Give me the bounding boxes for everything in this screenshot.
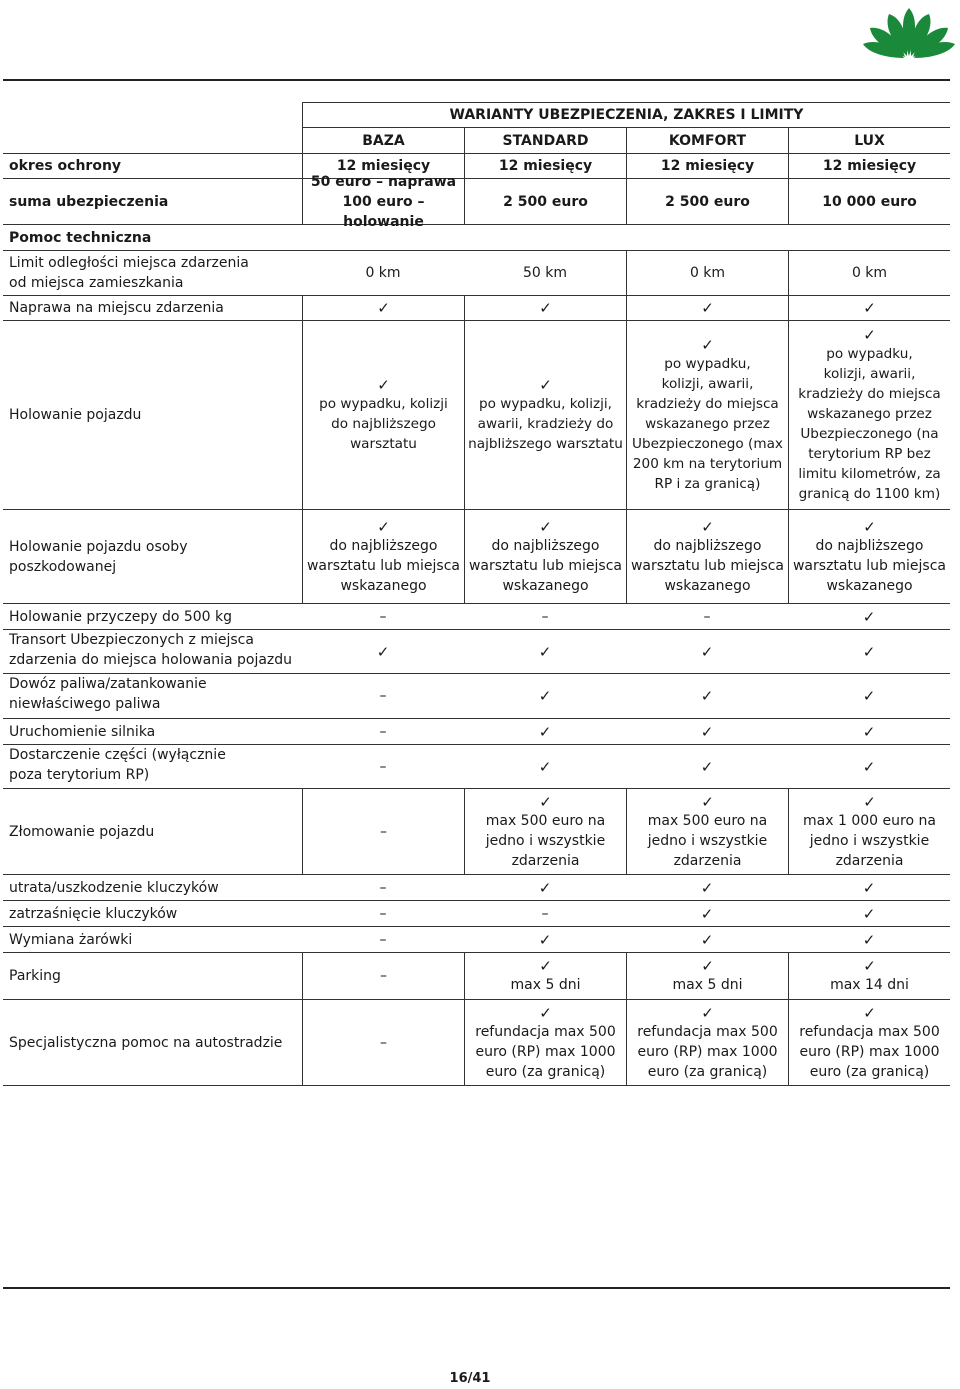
parking-komfort-check-icon: ✓ <box>701 957 714 975</box>
zarowka-standard-check-icon: ✓ <box>464 927 626 953</box>
zlomowanie-standard-line: zdarzenia <box>511 852 580 869</box>
section-pomoc-techniczna: Pomoc techniczna <box>3 225 950 251</box>
utrata-lux-check-icon: ✓ <box>788 875 950 901</box>
limit-label-line1: Limit odległości miejsca zdarzenia <box>9 255 249 271</box>
holowanie-lux <box>788 321 950 510</box>
top-rule <box>3 79 950 81</box>
holowanie-baza <box>302 321 464 510</box>
holowanie-lux-line: kradzieży do miejsca <box>798 386 941 402</box>
zlomowanie-komfort-line: zdarzenia <box>673 852 742 869</box>
zlomowanie-komfort <box>626 789 788 875</box>
holowanie-osoby-baza <box>302 510 464 604</box>
row-label-przyczepa: Holowanie przyczepy do 500 kg <box>3 604 302 630</box>
autostrada-line: euro (za granicą) <box>485 1063 606 1080</box>
autostrada-check-icon: ✓ <box>701 1003 714 1022</box>
zlomowanie-lux-line: zdarzenia <box>835 852 904 869</box>
holowanie-lux-line: po wypadku, <box>826 346 913 362</box>
row-label-okres: okres ochrony <box>3 154 302 179</box>
holowanie-lux-check-icon: ✓ <box>863 326 876 344</box>
parking-komfort <box>626 953 788 1000</box>
holowanie-osoby-check-icon: ✓ <box>863 517 876 536</box>
zatrzasniecie-komfort-check-icon: ✓ <box>626 901 788 927</box>
holowanie-komfort-line: wskazanego przez <box>645 416 770 432</box>
holowanie-baza-check-icon: ✓ <box>377 376 390 394</box>
row-label-czesci <box>3 745 302 789</box>
parking-komfort-value: max 5 dni <box>672 977 743 993</box>
zlomowanie-baza: – <box>302 789 464 875</box>
variant-standard: STANDARD <box>464 128 626 154</box>
holowanie-lux-line: kolizji, awarii, <box>823 366 916 382</box>
row-label-holowanie-osoby: Holowanie pojazdu osoby poszkodowanej <box>3 510 302 604</box>
holowanie-standard-line: najbliższego warsztatu <box>468 436 623 452</box>
autostrada-line: euro (za granicą) <box>809 1063 930 1080</box>
zlomowanie-standard <box>464 789 626 875</box>
row-label-zarowka: Wymiana żarówki <box>3 927 302 953</box>
row-label-transport <box>3 630 302 674</box>
holowanie-osoby-line: do najbliższego <box>653 537 762 554</box>
zarowka-lux-check-icon: ✓ <box>788 927 950 953</box>
row-label-dowoz <box>3 674 302 719</box>
header-empty <box>3 102 302 128</box>
row-label-autostrada: Specjalistyczna pomoc na autostradzie <box>3 1000 302 1086</box>
holowanie-osoby-lux <box>788 510 950 604</box>
suma-baza-line2: 100 euro – holowanie <box>342 193 425 230</box>
holowanie-komfort-line: RP i za granicą) <box>654 476 761 492</box>
suma-lux: 10 000 euro <box>788 179 950 225</box>
uruchomienie-baza: – <box>302 719 464 745</box>
row-label-limit <box>3 251 302 296</box>
holowanie-osoby-line: warsztatu lub miejsca <box>468 557 622 574</box>
zlomowanie-lux-check-icon: ✓ <box>863 792 876 811</box>
utrata-komfort-check-icon: ✓ <box>626 875 788 901</box>
transport-label-line2: zdarzenia do miejsca holowania pojazdu <box>9 652 293 668</box>
zlomowanie-komfort-check-icon: ✓ <box>701 792 714 811</box>
holowanie-komfort-line: 200 km na terytorium <box>632 456 783 472</box>
holowanie-lux-line: terytorium RP bez <box>808 446 931 462</box>
parking-standard <box>464 953 626 1000</box>
autostrada-line: euro (RP) max 1000 <box>799 1043 940 1060</box>
holowanie-osoby-komfort <box>626 510 788 604</box>
holowanie-standard-line: awarii, kradzieży do <box>477 416 614 432</box>
transport-label-line1: Transort Ubezpieczonych z miejsca <box>9 632 254 648</box>
holowanie-osoby-check-icon: ✓ <box>701 517 714 536</box>
holowanie-lux-line: granicą do 1100 km) <box>798 486 941 502</box>
zatrzasniecie-lux-check-icon: ✓ <box>788 901 950 927</box>
parking-baza: – <box>302 953 464 1000</box>
naprawa-lux-check-icon: ✓ <box>788 296 950 321</box>
holowanie-baza-line: po wypadku, kolizji <box>319 396 448 412</box>
variant-komfort: KOMFORT <box>626 128 788 154</box>
holowanie-osoby-line: wskazanego <box>502 577 589 594</box>
holowanie-osoby-line: wskazanego <box>340 577 427 594</box>
okres-standard: 12 miesięcy <box>464 154 626 179</box>
holowanie-osoby-line: warsztatu lub miejsca <box>792 557 946 574</box>
czesci-standard-check-icon: ✓ <box>464 745 626 789</box>
holowanie-komfort-check-icon: ✓ <box>701 336 714 354</box>
holowanie-osoby-line: warsztatu lub miejsca <box>630 557 784 574</box>
section-title: WARIANTY UBEZPIECZENIA, ZAKRES I LIMITY <box>302 102 950 128</box>
dowoz-standard-check-icon: ✓ <box>464 674 626 719</box>
row-label-uruchomienie: Uruchomienie silnika <box>3 719 302 745</box>
holowanie-standard-check-icon: ✓ <box>539 376 552 394</box>
holowanie-lux-line: limitu kilometrów, za <box>798 466 941 482</box>
transport-standard-check-icon: ✓ <box>464 630 626 674</box>
transport-komfort-check-icon: ✓ <box>626 630 788 674</box>
zlomowanie-lux-line: max 1 000 euro na <box>803 812 936 829</box>
autostrada-lux <box>788 1000 950 1086</box>
utrata-baza: – <box>302 875 464 901</box>
czesci-label-line2: poza terytorium RP) <box>9 767 150 783</box>
limit-standard: 50 km <box>464 251 626 296</box>
holowanie-komfort-line: kolizji, awarii, <box>661 376 754 392</box>
holowanie-osoby-check-icon: ✓ <box>539 517 552 536</box>
holowanie-osoby-line: do najbliższego <box>329 537 438 554</box>
holowanie-osoby-line: do najbliższego <box>815 537 924 554</box>
holowanie-osoby-line: do najbliższego <box>491 537 600 554</box>
suma-baza <box>302 173 464 230</box>
zlomowanie-standard-line: max 500 euro na <box>485 812 606 829</box>
autostrada-standard <box>464 1000 626 1086</box>
holowanie-osoby-check-icon: ✓ <box>377 517 390 536</box>
holowanie-standard-line: po wypadku, kolizji, <box>479 396 612 412</box>
transport-lux-check-icon: ✓ <box>788 630 950 674</box>
okres-komfort: 12 miesięcy <box>626 154 788 179</box>
przyczepa-lux-check-icon: ✓ <box>788 604 950 630</box>
autostrada-check-icon: ✓ <box>863 1003 876 1022</box>
naprawa-baza-check-icon: ✓ <box>302 296 464 321</box>
row-label-parking: Parking <box>3 953 302 1000</box>
transport-baza-check-icon: ✓ <box>302 630 464 674</box>
parking-lux-check-icon: ✓ <box>863 957 876 975</box>
zatrzasniecie-standard: – <box>464 901 626 927</box>
przyczepa-baza: – <box>302 604 464 630</box>
holowanie-komfort-line: Ubezpieczonego (max <box>632 436 783 452</box>
holowanie-lux-line: Ubezpieczonego (na <box>800 426 939 442</box>
holowanie-standard <box>464 321 626 510</box>
limit-lux: 0 km <box>788 251 950 296</box>
holowanie-osoby-standard <box>464 510 626 604</box>
autostrada-line: euro (RP) max 1000 <box>637 1043 778 1060</box>
autostrada-baza: – <box>302 1000 464 1086</box>
zarowka-komfort-check-icon: ✓ <box>626 927 788 953</box>
row-label-utrata: utrata/uszkodzenie kluczyków <box>3 875 302 901</box>
limit-label-line2: od miejsca zamieszkania <box>9 275 184 291</box>
dowoz-label-line1: Dowóz paliwa/zatankowanie <box>9 676 207 692</box>
holowanie-baza-line: do najbliższego <box>331 416 436 432</box>
dowoz-komfort-check-icon: ✓ <box>626 674 788 719</box>
naprawa-standard-check-icon: ✓ <box>464 296 626 321</box>
utrata-standard-check-icon: ✓ <box>464 875 626 901</box>
coverage-table <box>3 102 950 1086</box>
okres-lux: 12 miesięcy <box>788 154 950 179</box>
okres-baza: 12 miesięcy <box>302 154 464 179</box>
autostrada-line: refundacja max 500 <box>475 1023 616 1040</box>
parking-lux <box>788 953 950 1000</box>
holowanie-osoby-line: wskazanego <box>664 577 751 594</box>
parking-standard-check-icon: ✓ <box>539 957 552 975</box>
row-label-zlomowanie: Złomowanie pojazdu <box>3 789 302 875</box>
uruchomienie-komfort-check-icon: ✓ <box>626 719 788 745</box>
czesci-baza: – <box>302 745 464 789</box>
autostrada-line: refundacja max 500 <box>637 1023 778 1040</box>
zlomowanie-komfort-line: max 500 euro na <box>647 812 768 829</box>
holowanie-komfort <box>626 321 788 510</box>
autostrada-check-icon: ✓ <box>539 1003 552 1022</box>
page-number: 16/41 <box>449 1371 491 1386</box>
autostrada-line: refundacja max 500 <box>799 1023 940 1040</box>
przyczepa-komfort: – <box>626 604 788 630</box>
dowoz-lux-check-icon: ✓ <box>788 674 950 719</box>
holowanie-komfort-line: po wypadku, <box>664 356 751 372</box>
zatrzasniecie-baza: – <box>302 901 464 927</box>
parking-standard-value: max 5 dni <box>510 977 581 993</box>
parking-lux-value: max 14 dni <box>830 977 909 993</box>
green-fan-logo-icon <box>862 6 956 58</box>
row-label-zatrzasniecie: zatrzaśnięcie kluczyków <box>3 901 302 927</box>
limit-baza: 0 km <box>302 251 464 296</box>
variant-lux: LUX <box>788 128 950 154</box>
row-label-naprawa: Naprawa na miejscu zdarzenia <box>3 296 302 321</box>
holowanie-lux-line: wskazanego przez <box>807 406 932 422</box>
autostrada-line: euro (za granicą) <box>647 1063 768 1080</box>
suma-baza-line1: 50 euro – naprawa <box>310 173 457 190</box>
autostrada-komfort <box>626 1000 788 1086</box>
zlomowanie-standard-check-icon: ✓ <box>539 792 552 811</box>
zarowka-baza: – <box>302 927 464 953</box>
autostrada-line: euro (RP) max 1000 <box>475 1043 616 1060</box>
variant-baza: BAZA <box>302 128 464 154</box>
limit-komfort: 0 km <box>626 251 788 296</box>
holowanie-baza-line: warsztatu <box>350 436 417 452</box>
row-label-suma: suma ubezpieczenia <box>3 179 302 225</box>
czesci-komfort-check-icon: ✓ <box>626 745 788 789</box>
zlomowanie-standard-line: jedno i wszystkie <box>485 832 606 849</box>
suma-standard: 2 500 euro <box>464 179 626 225</box>
uruchomienie-lux-check-icon: ✓ <box>788 719 950 745</box>
dowoz-baza: – <box>302 674 464 719</box>
czesci-label-line1: Dostarczenie części (wyłącznie <box>9 747 226 763</box>
holowanie-osoby-line: warsztatu lub miejsca <box>306 557 460 574</box>
uruchomienie-standard-check-icon: ✓ <box>464 719 626 745</box>
suma-komfort: 2 500 euro <box>626 179 788 225</box>
zlomowanie-komfort-line: jedno i wszystkie <box>647 832 768 849</box>
dowoz-label-line2: niewłaściwego paliwa <box>9 696 161 712</box>
zlomowanie-lux <box>788 789 950 875</box>
zlomowanie-lux-line: jedno i wszystkie <box>809 832 930 849</box>
holowanie-osoby-line: wskazanego <box>826 577 913 594</box>
bottom-rule <box>3 1287 950 1289</box>
holowanie-komfort-line: kradzieży do miejsca <box>636 396 779 412</box>
przyczepa-standard: – <box>464 604 626 630</box>
naprawa-komfort-check-icon: ✓ <box>626 296 788 321</box>
czesci-lux-check-icon: ✓ <box>788 745 950 789</box>
row-label-holowanie: Holowanie pojazdu <box>3 321 302 510</box>
header-empty-2 <box>3 128 302 154</box>
